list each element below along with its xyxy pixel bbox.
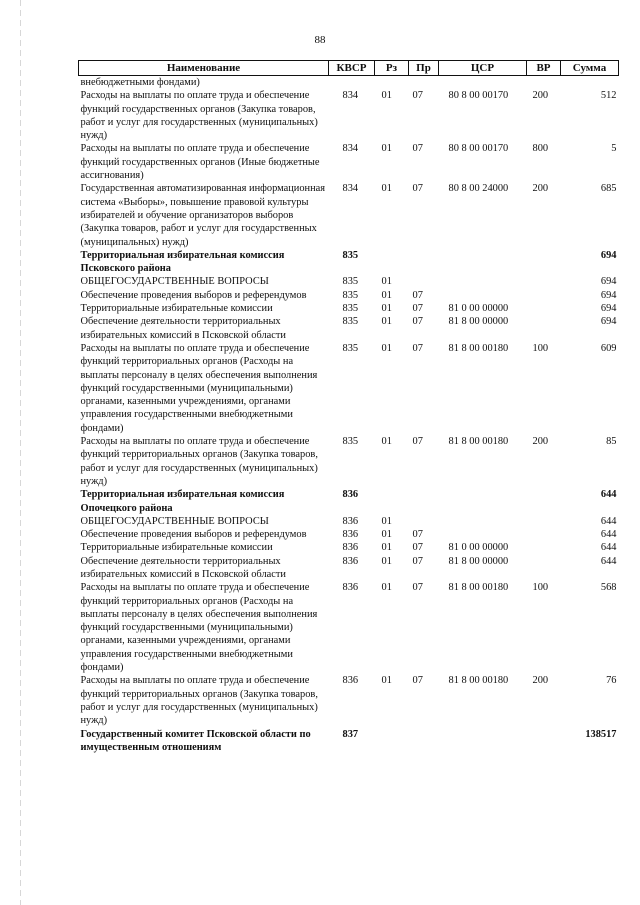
cell-name: ОБЩЕГОСУДАРСТВЕННЫЕ ВОПРОСЫ (80, 276, 269, 288)
table-header (79, 61, 619, 76)
cell-csr: 81 8 00 00000 (448, 316, 509, 328)
cell-sum: 694 (600, 276, 617, 288)
cell-pr: 07 (412, 555, 423, 567)
cell-rz: 01 (381, 515, 392, 527)
cell-vr (527, 275, 561, 288)
cell-rz: 01 (381, 555, 392, 567)
header-rz: Рз (375, 61, 409, 76)
table-row (79, 182, 619, 248)
cell-rz: 01 (381, 342, 392, 354)
cell-pr: 07 (412, 582, 423, 594)
cell-rz: 01 (381, 90, 392, 102)
cell-rz (375, 728, 409, 755)
cell-csr: 81 8 00 00180 (448, 436, 509, 448)
cell-sum (561, 76, 619, 90)
cell-name: Обеспечение деятельности территориальных избирательных комиссий в Псковской области (80, 555, 286, 580)
cell-rz: 01 (381, 529, 392, 541)
cell-csr: 81 8 00 00180 (448, 675, 509, 687)
page-number: 88 (314, 34, 326, 46)
cell-kvsr: 836 (342, 555, 359, 567)
cell-pr (409, 515, 439, 528)
cell-sum: 644 (600, 489, 617, 501)
cell-kvsr: 835 (342, 342, 359, 354)
cell-sum: 85 (606, 436, 617, 448)
cell-name: Обеспечение проведения выборов и референдумов (80, 289, 307, 301)
cell-pr (409, 488, 439, 515)
table-row (79, 315, 619, 342)
cell-csr: 81 0 00 00000 (448, 542, 509, 554)
cell-name: Обеспечение деятельности территориальных избирательных комиссий в Псковской области (80, 316, 286, 341)
cell-csr: 81 8 00 00180 (448, 342, 509, 354)
cell-rz: 01 (381, 675, 392, 687)
cell-kvsr: 836 (342, 675, 359, 687)
cell-csr (439, 76, 527, 90)
table-row (79, 528, 619, 541)
cell-name: ОБЩЕГОСУДАРСТВЕННЫЕ ВОПРОСЫ (80, 515, 269, 527)
cell-vr (527, 528, 561, 541)
table-row (79, 488, 619, 515)
cell-name: Территориальные избирательные комиссии (80, 303, 273, 315)
cell-name: Расходы на выплаты по оплате труда и обеспечение функций территориальных органов (Расходы на выплаты персоналу в целях обеспечения выполнения функций государственными (муниципальными) органами, казенными учреждениями, органами управления государственными внебюджетными фондами) (80, 342, 318, 434)
cell-csr: 81 8 00 00180 (448, 582, 509, 594)
cell-kvsr: 836 (342, 542, 359, 554)
cell-vr (527, 76, 561, 90)
cell-pr (409, 728, 439, 755)
table-row (79, 142, 619, 182)
cell-rz: 01 (381, 542, 392, 554)
cell-pr (409, 275, 439, 288)
cell-name: Государственная автоматизированная информационная система «Выборы», повышение правовой культуры избирателей и обучение организаторов выборов (Закупка товаров, работ и услуг для государственных (муниципальных) нужд) (80, 183, 326, 248)
cell-vr (527, 302, 561, 315)
table-row (79, 76, 619, 90)
header-vr: ВР (527, 61, 561, 76)
cell-sum: 512 (600, 90, 617, 102)
cell-csr (439, 528, 527, 541)
cell-name: Территориальная избирательная комиссия Опочецкого района (80, 489, 285, 514)
table-row (79, 275, 619, 288)
cell-rz: 01 (381, 276, 392, 288)
cell-name: Территориальная избирательная комиссия Псковского района (80, 249, 285, 275)
cell-pr: 07 (412, 316, 423, 328)
cell-vr: 200 (532, 436, 549, 448)
cell-csr (439, 488, 527, 515)
cell-name: Государственный комитет Псковской области по имущественным отношениям (80, 728, 311, 753)
cell-name: внебюджетными фондами) (80, 77, 200, 88)
budget-table (78, 60, 619, 754)
cell-kvsr: 836 (342, 515, 359, 527)
table-row (79, 89, 619, 142)
header-csr: ЦСР (439, 61, 527, 76)
cell-kvsr (329, 76, 375, 90)
cell-pr: 07 (412, 90, 423, 102)
cell-csr (439, 728, 527, 755)
header-kvsr: КВСР (329, 61, 375, 76)
cell-rz: 01 (381, 183, 392, 195)
cell-vr (527, 555, 561, 582)
cell-sum: 644 (600, 515, 617, 527)
cell-vr: 200 (532, 183, 549, 195)
cell-pr: 07 (412, 143, 423, 155)
cell-rz: 01 (381, 436, 392, 448)
header-sum: Сумма (561, 61, 619, 76)
cell-vr (527, 515, 561, 528)
cell-name: Расходы на выплаты по оплате труда и обеспечение функций территориальных органов (Закупка товаров, работ и услуг для государственных (муниципальных) нужд) (80, 675, 318, 727)
cell-name: Обеспечение проведения выборов и референдумов (80, 529, 307, 541)
cell-vr (527, 728, 561, 755)
cell-pr: 07 (412, 342, 423, 354)
cell-kvsr: 835 (342, 436, 359, 448)
table-row (79, 581, 619, 674)
cell-kvsr: 834 (342, 90, 359, 102)
cell-name: Расходы на выплаты по оплате труда и обеспечение функций государственных органов (Иные бюджетные ассигнования) (80, 143, 320, 182)
header-name: Наименование (79, 61, 329, 76)
cell-rz: 01 (381, 289, 392, 301)
cell-kvsr: 835 (342, 249, 359, 261)
cell-pr (409, 76, 439, 90)
cell-pr: 07 (412, 183, 423, 195)
table-row (79, 342, 619, 435)
table-row (79, 555, 619, 582)
table-row (79, 289, 619, 302)
cell-sum: 644 (600, 529, 617, 541)
cell-csr (439, 275, 527, 288)
table-row (79, 541, 619, 554)
cell-csr: 80 8 00 00170 (448, 143, 509, 155)
cell-name: Расходы на выплаты по оплате труда и обеспечение функций территориальных органов (Закупка товаров, работ и услуг для государственных (муниципальных) нужд) (80, 436, 318, 487)
cell-pr: 07 (412, 436, 423, 448)
cell-vr: 100 (532, 342, 549, 354)
cell-sum: 568 (600, 582, 617, 594)
cell-vr (527, 289, 561, 302)
cell-vr (527, 315, 561, 342)
cell-csr (439, 249, 527, 276)
cell-name: Расходы на выплаты по оплате труда и обеспечение функций территориальных органов (Расходы на выплаты персоналу в целях обеспечения выполнения функций государственными (муниципальными) органами, казенными учреждениями, органами управления государственными внебюджетными фондами) (80, 582, 318, 674)
cell-kvsr: 837 (342, 728, 359, 740)
cell-csr (439, 289, 527, 302)
cell-vr (527, 488, 561, 515)
cell-vr: 200 (532, 675, 549, 687)
cell-rz: 01 (381, 316, 392, 328)
cell-vr: 100 (532, 582, 549, 594)
cell-csr: 80 8 00 00170 (448, 90, 509, 102)
cell-sum: 694 (600, 303, 617, 315)
scan-edge (20, 0, 21, 905)
cell-kvsr: 834 (342, 143, 359, 155)
cell-vr: 800 (532, 143, 549, 155)
cell-sum: 644 (600, 542, 617, 554)
cell-csr: 81 8 00 00000 (448, 555, 509, 567)
cell-rz (375, 488, 409, 515)
cell-pr: 07 (412, 542, 423, 554)
header-pr: Пр (409, 61, 439, 76)
cell-kvsr: 835 (342, 289, 359, 301)
cell-name: Расходы на выплаты по оплате труда и обеспечение функций государственных органов (Закупка товаров, работ и услуг для государственных (муниципальных) нужд) (80, 90, 318, 142)
cell-sum: 5 (611, 143, 617, 155)
table-row (79, 515, 619, 528)
table-row (79, 728, 619, 755)
cell-vr: 200 (532, 90, 549, 102)
cell-kvsr: 835 (342, 316, 359, 328)
cell-rz: 01 (381, 582, 392, 594)
table-row (79, 674, 619, 727)
cell-sum: 138517 (585, 728, 617, 740)
cell-csr (439, 515, 527, 528)
cell-rz (375, 249, 409, 276)
cell-sum: 609 (600, 342, 617, 354)
cell-kvsr: 836 (342, 489, 359, 501)
cell-kvsr: 835 (342, 303, 359, 315)
cell-sum: 694 (600, 249, 617, 261)
table-row (79, 302, 619, 315)
budget-table-container (78, 60, 618, 754)
cell-name: Территориальные избирательные комиссии (80, 542, 273, 554)
cell-pr: 07 (412, 675, 423, 687)
cell-pr: 07 (412, 289, 423, 301)
cell-rz (375, 76, 409, 90)
cell-sum: 76 (606, 675, 617, 687)
cell-pr: 07 (412, 529, 423, 541)
cell-kvsr: 836 (342, 529, 359, 541)
cell-rz: 01 (381, 143, 392, 155)
table-row (79, 249, 619, 276)
cell-csr: 80 8 00 24000 (448, 183, 509, 195)
cell-sum: 644 (600, 555, 617, 567)
cell-sum: 685 (600, 183, 617, 195)
cell-pr (409, 249, 439, 276)
cell-csr: 81 0 00 00000 (448, 303, 509, 315)
cell-kvsr: 836 (342, 582, 359, 594)
table-body (79, 76, 619, 755)
cell-vr (527, 541, 561, 554)
cell-sum: 694 (600, 289, 617, 301)
table-row (79, 435, 619, 488)
cell-kvsr: 834 (342, 183, 359, 195)
cell-pr: 07 (412, 303, 423, 315)
cell-rz: 01 (381, 303, 392, 315)
cell-sum: 694 (600, 316, 617, 328)
cell-vr (527, 249, 561, 276)
cell-kvsr: 835 (342, 276, 359, 288)
